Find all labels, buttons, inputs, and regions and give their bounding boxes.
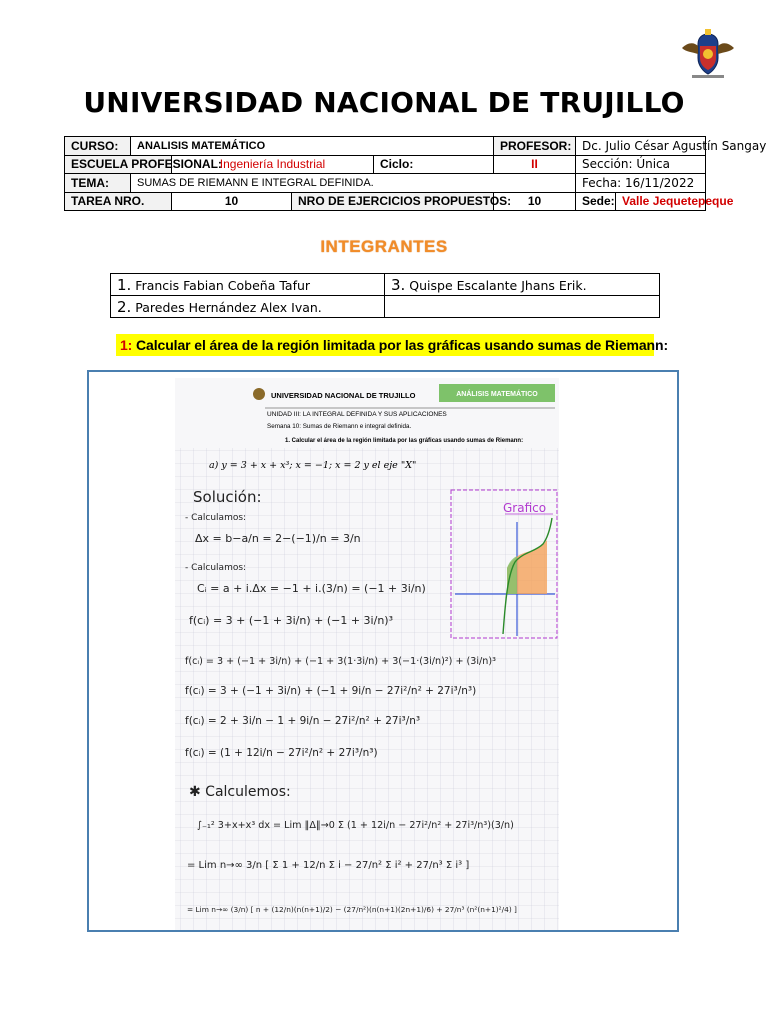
member-cell [111, 274, 385, 296]
f-ci-step-4: f(cᵢ) = 2 + 3i/n − 1 + 9i/n − 27i²/n² + 27i³/n³ [185, 715, 421, 727]
calc-note-2: - Calculamos: [185, 563, 247, 573]
f-ci-step-2: f(cᵢ) = 3 + (−1 + 3i/n) + (−1 + 3(1·3i/n) + 3(−1·(3i/n)²) + (3i/n)³ [185, 656, 496, 667]
member-name: Quispe Escalante Jhans Erik. [409, 277, 587, 293]
delta-x-formula: Δx = b−a/n = 2−(−1)/n = 3/n [195, 532, 361, 545]
integral-step-3: = Lim n→∞ (3/n) [ n + (12/n)(n(n+1)/2) − (27/n²)(n(n+1)(2n+1)/6) + 27/n³ (n²(n+1)²/4) ] [187, 905, 517, 914]
nro-ejercicios-label: NRO DE EJERCICIOS PROPUESTOS: [292, 192, 494, 211]
integral-step-2: = Lim n→∞ 3/n [ Σ 1 + 12/n Σ i − 27/n² Σ i² + 27/n³ Σ i³ ] [187, 860, 470, 871]
inner-badge: ANÁLISIS MATEMÁTICO [456, 391, 538, 398]
calc-note-1: - Calculamos: [185, 513, 247, 523]
member-number: 1. [117, 275, 132, 294]
grafico-label: Grafico [503, 501, 547, 515]
fecha-value: Fecha: 16/11/2022 [576, 174, 706, 193]
inner-problem: a) y = 3 + x + x³; x = −1; x = 2 y el eje "X" [209, 460, 417, 471]
member-cell [111, 296, 385, 318]
calc-heading-2: ✱ Calculemos: [189, 784, 291, 800]
university-crest-icon [678, 28, 738, 80]
tema-label: TEMA: [65, 174, 131, 193]
solution-heading: Solución: [193, 488, 262, 506]
f-ci-step-3: f(cᵢ) = 3 + (−1 + 3i/n) + (−1 + 9i/n − 27i²/n² + 27i³/n³) [185, 685, 477, 697]
members-table [110, 273, 660, 318]
tarea-value: 10 [172, 192, 292, 211]
exercise-number: 1: [120, 337, 133, 353]
member-number: 2. [117, 297, 132, 316]
inner-exercise: 1. Calcular el área de la región limitada por las gráficas usando sumas de Riemann: [285, 438, 524, 444]
integrantes-heading: INTEGRANTES [320, 237, 448, 256]
nro-ejercicios-value: 10 [494, 192, 576, 211]
profesor-value: Dc. Julio César Agustín Sangay [576, 137, 706, 156]
f-ci-step-1: f(cᵢ) = 3 + (−1 + 3i/n) + (−1 + 3i/n)³ [189, 614, 393, 627]
member-cell [385, 274, 660, 296]
tema-value: SUMAS DE RIEMANN E INTEGRAL DEFINIDA. [131, 174, 576, 193]
inner-unit: UNIDAD III: LA INTEGRAL DEFINIDA Y SUS APLICACIONES [267, 411, 447, 418]
ciclo-label: Ciclo: [374, 155, 494, 174]
member-cell-empty [385, 296, 660, 318]
member-name: Paredes Hernández Alex Ivan. [135, 299, 322, 315]
tarea-label: TAREA NRO. [65, 192, 172, 211]
profesor-label: PROFESOR: [494, 137, 576, 156]
curso-label: CURSO: [65, 137, 131, 156]
sede-label: Sede: [576, 192, 616, 211]
course-info-table [64, 136, 767, 211]
ci-formula: Cᵢ = a + i.Δx = −1 + i.(3/n) = (−1 + 3i/n) [197, 582, 426, 595]
member-number: 3. [391, 275, 406, 294]
ciclo-value: II [494, 155, 576, 174]
page-title: UNIVERSIDAD NACIONAL DE TRUJILLO [83, 86, 685, 119]
escuela-label: ESCUELA PROFESIONAL: [65, 155, 172, 174]
exercise-statement [116, 334, 669, 356]
integral-step-1: ∫₋₁² 3+x+x³ dx = Lim ‖Δ‖→0 Σ (1 + 12i/n − 27i²/n² + 27i³/n³)(3/n) [197, 820, 514, 831]
seccion-value: Sección: Única [576, 155, 706, 174]
inner-week: Semana 10: Sumas de Riemann e integral definida. [267, 423, 412, 430]
f-ci-step-5: f(cᵢ) = (1 + 12i/n − 27i²/n² + 27i³/n³) [185, 747, 378, 759]
escuela-value: Ingeniería Industrial [172, 155, 374, 174]
sede-value: Valle Jequetepeque [616, 192, 706, 211]
curso-value: ANALISIS MATEMÁTICO [131, 137, 494, 156]
member-name: Francis Fabian Cobeña Tafur [135, 277, 311, 293]
exercise-text: Calcular el área de la región limitada por las gráficas usando sumas de Riemann: [136, 337, 669, 353]
inner-title: UNIVERSIDAD NACIONAL DE TRUJILLO [271, 391, 416, 400]
handwritten-solution-photo [87, 370, 679, 932]
